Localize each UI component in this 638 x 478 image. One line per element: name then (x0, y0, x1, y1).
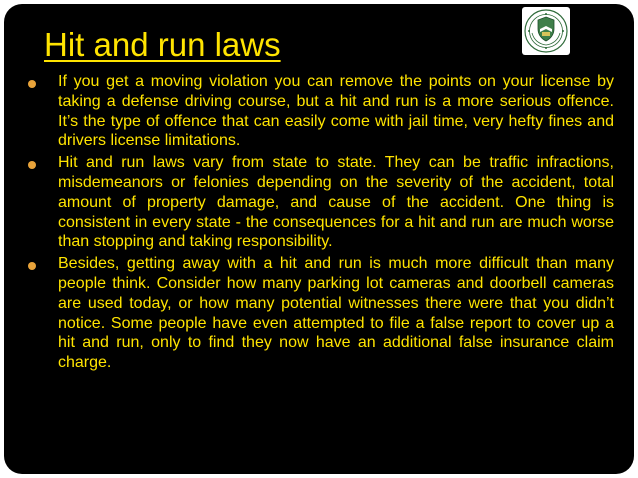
list-item (24, 254, 614, 373)
bullet-text: If you get a moving violation you can remove the points on your license by taking a defense driving course, but a hit and run is a more serious offence. It’s the type of offence that can easily come with jail time, very hefty fines and drivers license limitations. (58, 73, 614, 150)
list-item (24, 72, 614, 151)
bullet-icon (28, 262, 36, 270)
bullet-text: Hit and run laws vary from state to state. They can be traffic infractions, misdemeanors or felonies depending on the severity of the accident, total amount of property damage, and cause of the accident. One thing is consistent in every state - the consequences for a hit and run are much worse than stopping and taking responsibility. (58, 154, 614, 251)
bullet-list (24, 72, 614, 375)
slide (4, 4, 634, 474)
college-emblem-icon (522, 7, 570, 55)
bullet-text: Besides, getting away with a hit and run is much more difficult than many people think. Consider how many parking lot cameras and doorbell cameras are used today, or how many potential witnesses there were that you didn’t notice. Some people have even attempted to file a false report to cover up a hit and run, only to find they now have an additional false insurance claim charge. (58, 255, 614, 372)
bullet-icon (28, 161, 36, 169)
slide-title: Hit and run laws (44, 26, 281, 63)
bullet-icon (28, 80, 36, 88)
list-item (24, 153, 614, 252)
